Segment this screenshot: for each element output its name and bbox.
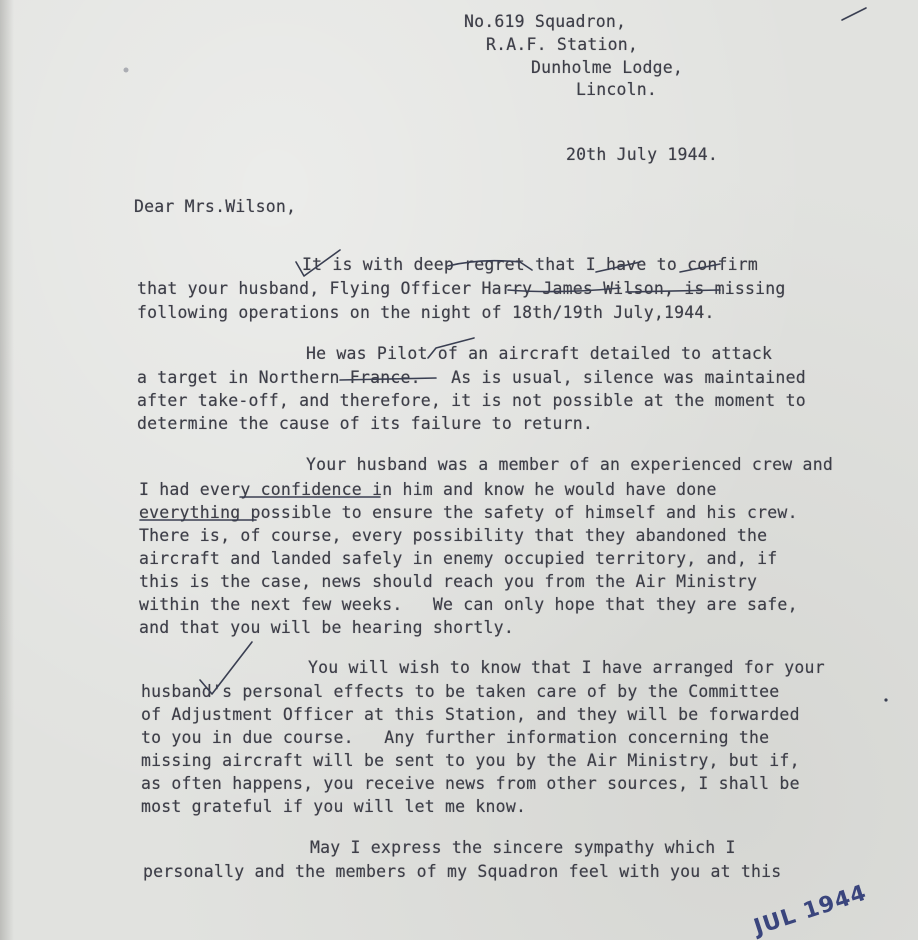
paragraph-2-line-4: determine the cause of its failure to return. (137, 414, 594, 433)
address-line-station: R.A.F. Station, (486, 35, 639, 54)
paragraph-4-line-3: of Adjustment Officer at this Station, and they will be forwarded (141, 705, 800, 724)
paragraph-3-line-6: this is the case, news should reach you from the Air Ministry (139, 572, 758, 591)
letter-date: 20th July 1944. (566, 145, 719, 164)
paragraph-1-line-1: It is with deep regret that I have to confirm (302, 255, 759, 274)
paragraph-4-line-2: husband's personal effects to be taken care of by the Committee (141, 682, 780, 701)
paragraph-4-line-6: as often happens, you receive news from other sources, I shall be (141, 774, 800, 793)
paragraph-4-line-7: most grateful if you will let me know. (141, 797, 527, 816)
date-stamp: JUL 1944 (750, 880, 870, 940)
paragraph-4-line-5: missing aircraft will be sent to you by the Air Ministry, but if, (141, 751, 800, 770)
pen-scratch-top-right (842, 8, 866, 20)
address-line-squadron: No.619 Squadron, (464, 12, 627, 31)
address-line-city: Lincoln. (576, 80, 658, 99)
paragraph-4-line-4: to you in due course. Any further information concerning the (141, 728, 770, 747)
paragraph-3-line-2: I had every confidence in him and know he would have done (139, 480, 717, 499)
paragraph-5-line-2: personally and the members of my Squadron feel with you at this (143, 862, 782, 881)
address-line-lodge: Dunholme Lodge, (531, 58, 684, 77)
paragraph-3-line-3: everything possible to ensure the safety of himself and his crew. (139, 503, 798, 522)
paragraph-1-line-3: following operations on the night of 18th/19th July,1944. (137, 303, 715, 322)
paragraph-3-line-4: There is, of course, every possibility that they abandoned the (139, 526, 768, 545)
paragraph-3-line-7: within the next few weeks. We can only hope that they are safe, (139, 595, 798, 614)
paragraph-4-line-1: You will wish to know that I have arranged for your (308, 658, 825, 677)
paragraph-3-line-8: and that you will be hearing shortly. (139, 618, 514, 637)
paragraph-1-line-2: that your husband, Flying Officer Harry James Wilson, is missing (137, 279, 786, 298)
paragraph-2-line-2: a target in Northern France. As is usual, silence was maintained (137, 368, 806, 387)
paragraph-2-line-1: He was Pilot of an aircraft detailed to attack (306, 344, 773, 363)
paragraph-5-line-1: May I express the sincere sympathy which I (310, 838, 736, 857)
paragraph-2-line-3: after take-off, and therefore, it is not possible at the moment to (137, 391, 806, 410)
page-edge-shadow (0, 0, 14, 940)
paragraph-3-line-1: Your husband was a member of an experienced crew and (306, 455, 833, 474)
salutation: Dear Mrs.Wilson, (134, 197, 297, 216)
paragraph-3-line-5: aircraft and landed safely in enemy occupied territory, and, if (139, 549, 778, 568)
